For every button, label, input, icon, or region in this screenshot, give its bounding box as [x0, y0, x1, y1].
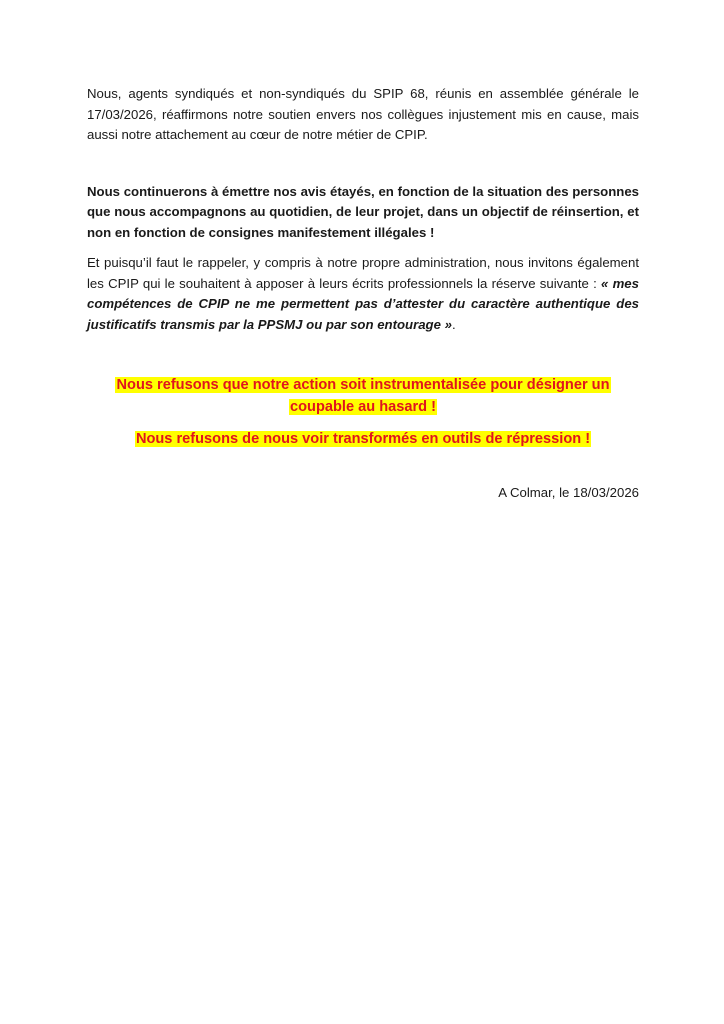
- reserve-paragraph: [87, 253, 639, 335]
- signature-place-date: A Colmar, le 18/03/2026: [498, 484, 639, 500]
- reserve-intro-text: Et puisqu’il faut le rappeler, y compris à notre propre administration, nous invitons également les CPIP qui le souhaitent à apposer à leurs écrits professionnels la réserve suivante :: [87, 255, 639, 291]
- alert-statement-2-text: Nous refusons de nous voir transformés en outils de répression !: [135, 431, 591, 447]
- commitment-paragraph: Nous continuerons à émettre nos avis étayés, en fonction de la situation des personnes que nous accompagnons au quotidien, de leur projet, dans un objectif de réinsertion, et non en fonction de consignes manifestement illégales !: [87, 183, 639, 240]
- alert-statement-1-text: Nous refusons que notre action soit instrumentalisée pour désigner un coupable au hasard !: [116, 377, 610, 415]
- alert-statements: [87, 375, 639, 451]
- reserve-end-punctuation: .: [451, 316, 456, 332]
- alert-statement-1: [87, 375, 639, 418]
- reserve-quote: « mes compétences de CPIP ne me permettent pas d’attester du caractère authentique des justificatifs transmis par la PPSMJ ou par son entourage »: [87, 275, 639, 332]
- intro-paragraph: Nous, agents syndiqués et non-syndiqués du SPIP 68, réunis en assemblée générale le 17/03/2026, réaffirmons notre soutien envers nos collègues injustement mis en cause, mais aussi notre attachement au cœur de notre métier de CPIP.: [87, 86, 639, 142]
- alert-statement-2: [87, 429, 639, 451]
- document-body: [87, 84, 639, 503]
